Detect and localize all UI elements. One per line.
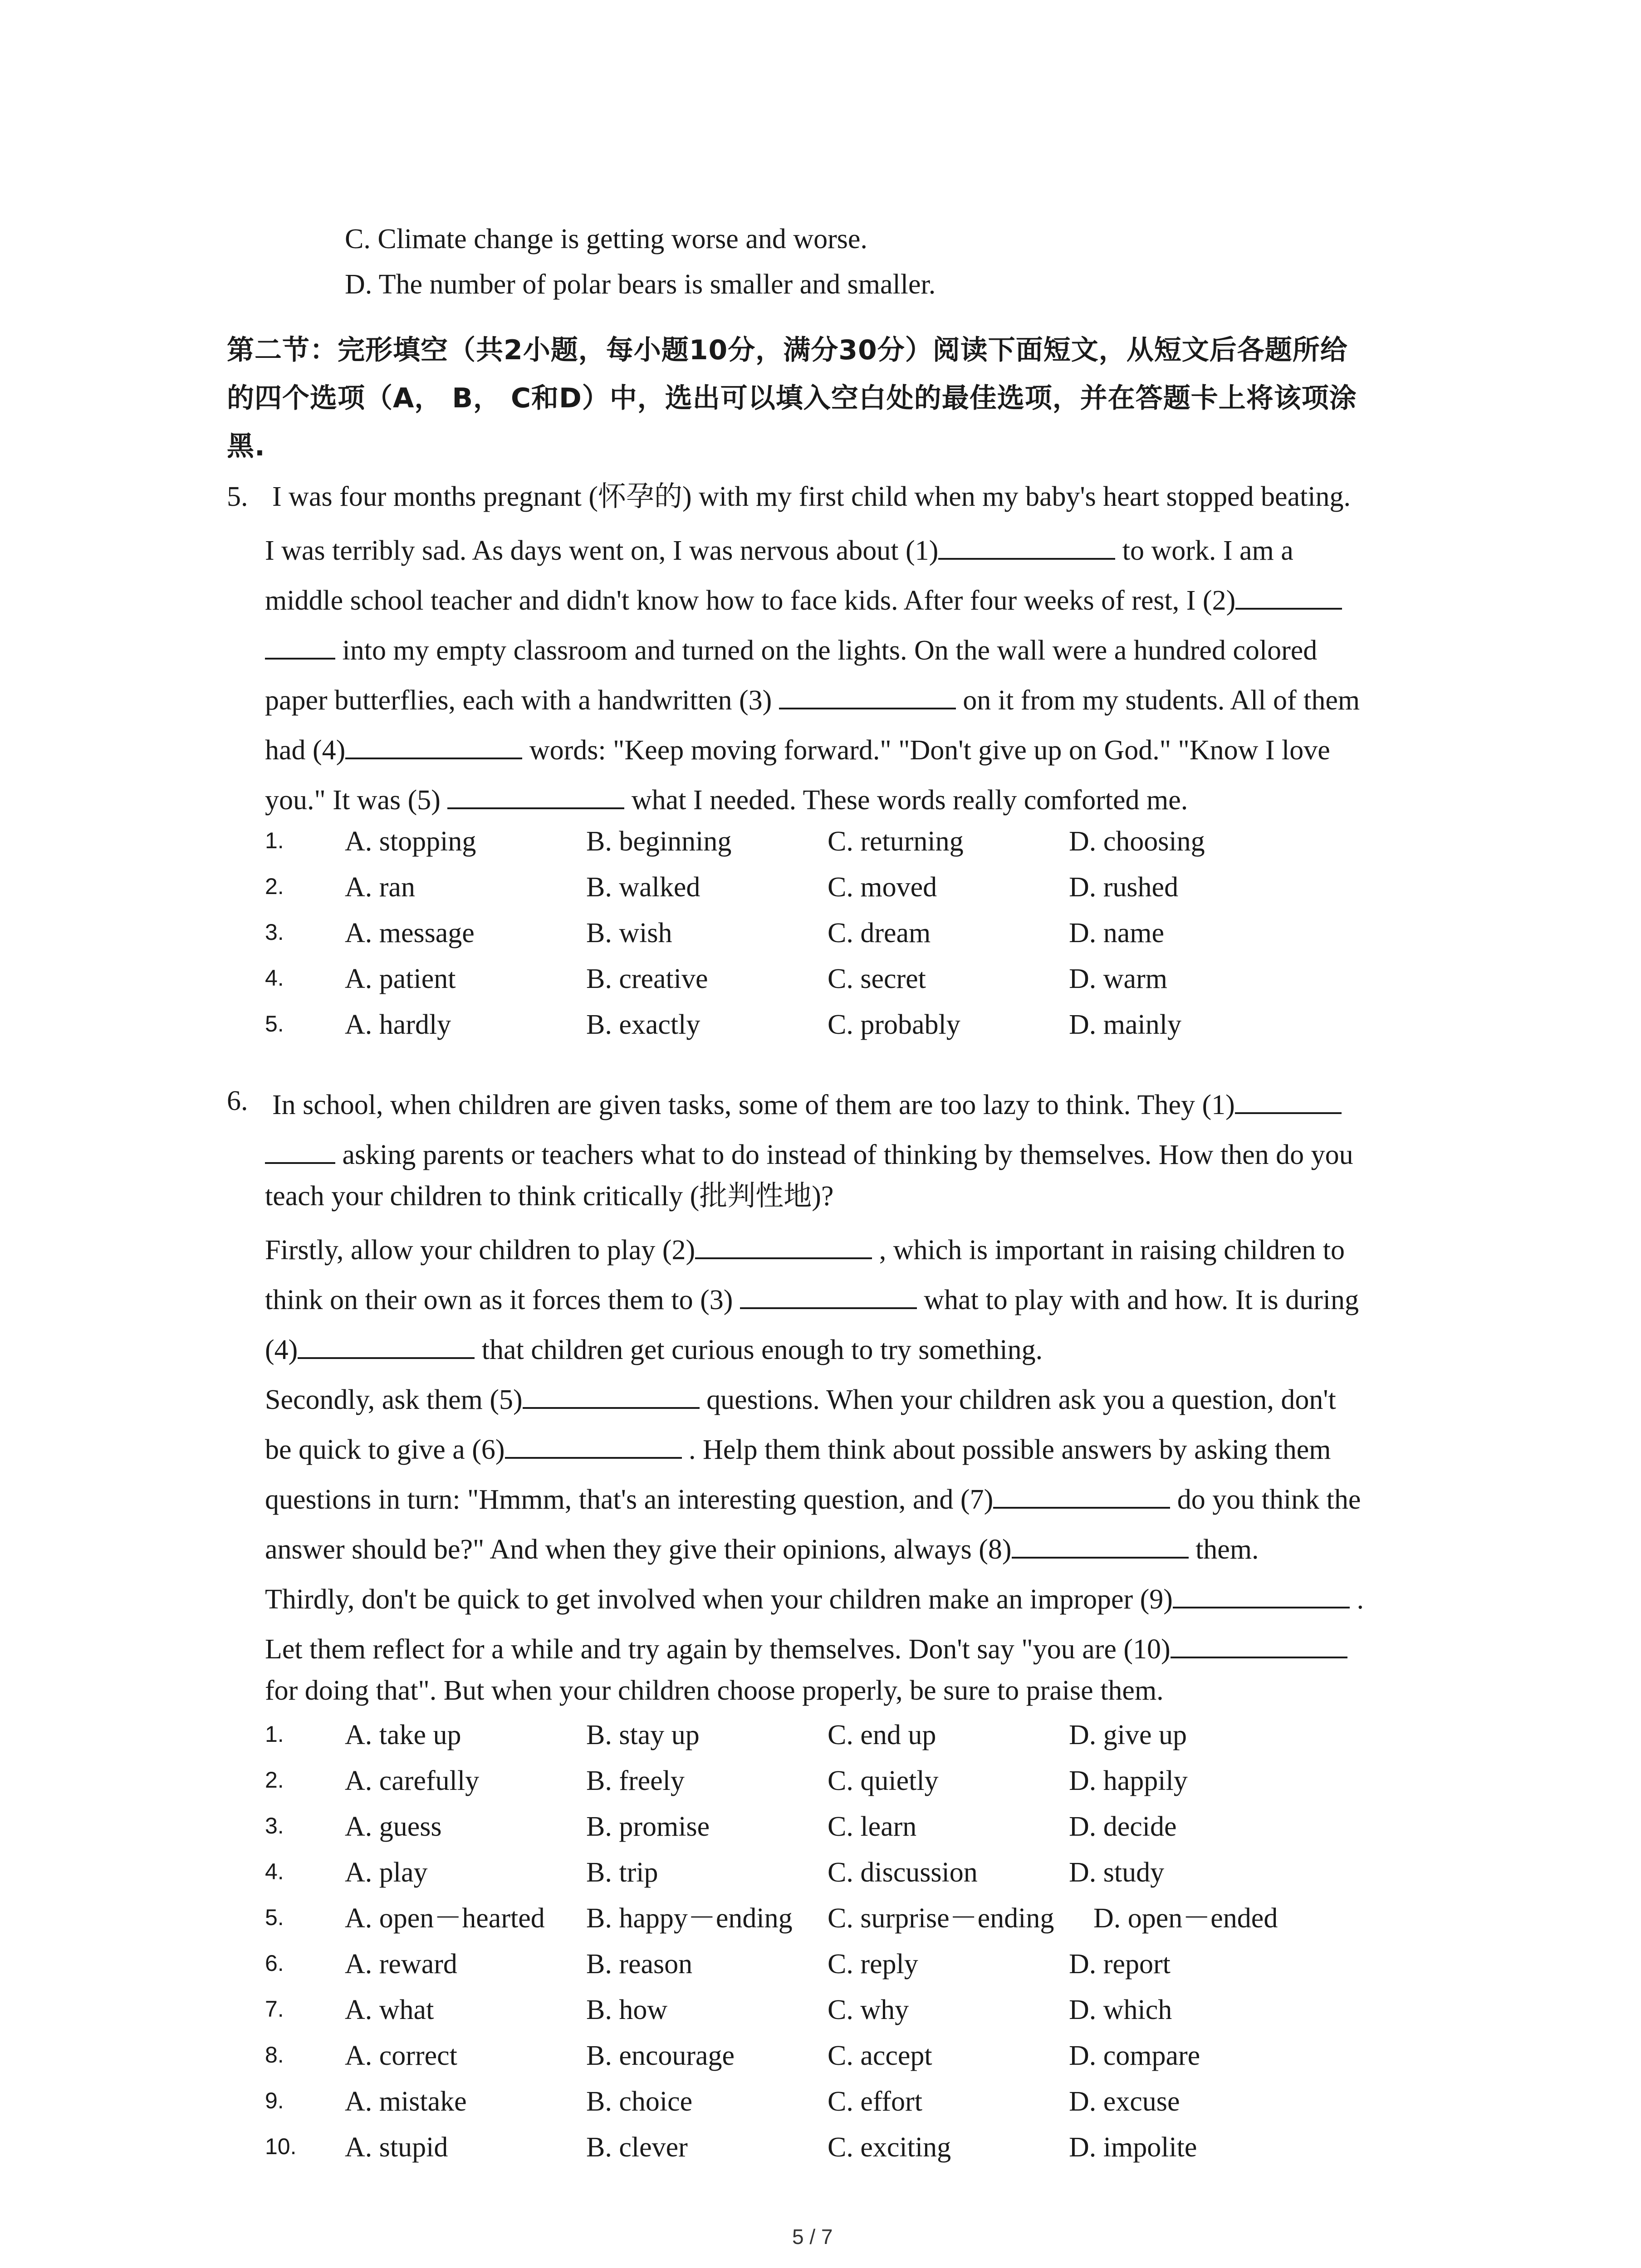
q6-option-d[interactable]: D. compare — [1069, 2040, 1200, 2071]
q5-option-b[interactable]: B. creative — [586, 963, 708, 994]
blank-q6-5[interactable] — [523, 1382, 700, 1409]
q6-option-d[interactable]: D. which — [1069, 1994, 1172, 2025]
q6-option-number: 2. — [265, 1767, 284, 1793]
q6-option-c[interactable]: C. accept — [828, 2040, 932, 2071]
blank-q6-8[interactable] — [1012, 1531, 1189, 1559]
q6-option-d[interactable]: D. decide — [1069, 1811, 1177, 1842]
q5-passage-line: you." It was (5) what I needed. These words really comforted me. — [265, 782, 1188, 814]
q6-option-number: 9. — [265, 2088, 284, 2113]
blank-q6-1-cont[interactable] — [265, 1137, 335, 1164]
q5-option-b[interactable]: B. wish — [586, 918, 672, 948]
blank-q6-10[interactable] — [1171, 1631, 1347, 1658]
q6-option-b[interactable]: B. freely — [586, 1765, 685, 1796]
q6-option-c[interactable]: C. quietly — [828, 1765, 939, 1796]
q5-option-d[interactable]: D. name — [1069, 918, 1165, 948]
q6-option-d[interactable]: D. open－ended — [1093, 1903, 1278, 1934]
q6-option-c[interactable]: C. learn — [828, 1811, 917, 1842]
blank-q6-4[interactable] — [298, 1332, 475, 1359]
q6-option-a[interactable]: A. play — [345, 1857, 428, 1888]
q6-passage-line: think on their own as it forces them to (3) what to play with and how. It is during — [265, 1282, 1359, 1314]
q5-passage-line: into my empty classroom and turned on the lights. On the wall were a hundred colored — [265, 632, 1317, 665]
q6-option-c[interactable]: C. reply — [828, 1949, 918, 1980]
blank-q6-9[interactable] — [1173, 1581, 1350, 1608]
q6-passage-line: for doing that". But when your children choose properly, be sure to praise them. — [265, 1675, 1164, 1706]
q6-passage-line: teach your children to think critically (批判性地)? — [265, 1181, 834, 1212]
blank-q5-4[interactable] — [345, 732, 522, 759]
q6-option-b[interactable]: B. choice — [586, 2086, 693, 2117]
q6-option-b[interactable]: B. how — [586, 1994, 668, 2025]
q5-option-b[interactable]: B. walked — [586, 872, 700, 903]
q5-option-a[interactable]: A. ran — [345, 872, 415, 903]
q5-option-d[interactable]: D. mainly — [1069, 1009, 1181, 1040]
q5-option-a[interactable]: A. stopping — [345, 826, 476, 857]
blank-q6-1[interactable] — [1235, 1087, 1342, 1114]
q5-number: 5. — [227, 481, 248, 512]
q5-passage-line: had (4) words: "Keep moving forward." "Don't give up on God." "Know I love — [265, 732, 1330, 764]
q6-option-a[interactable]: A. correct — [345, 2040, 457, 2071]
q6-option-d[interactable]: D. report — [1069, 1949, 1171, 1980]
q6-number: 6. — [227, 1085, 248, 1116]
q6-option-number: 5. — [265, 1905, 284, 1930]
q5-option-number: 3. — [265, 919, 284, 945]
q6-option-b[interactable]: B. clever — [586, 2132, 688, 2163]
q6-option-b[interactable]: B. happy－ending — [586, 1903, 793, 1934]
q5-option-c[interactable]: C. secret — [828, 963, 926, 994]
section-heading-line-1: 第二节：完形填空（共2小题，每小题10分，满分30分）阅读下面短文，从短文后各题所给 — [227, 334, 1348, 366]
q5-passage-line: I was four months pregnant (怀孕的) with my first child when my baby's heart stopped beating. — [272, 481, 1351, 512]
blank-q6-3[interactable] — [740, 1282, 917, 1309]
q6-option-a[interactable]: A. take up — [345, 1720, 461, 1750]
q6-passage-line: (4) that children get curious enough to try something. — [265, 1332, 1043, 1364]
blank-q5-1[interactable] — [938, 533, 1115, 560]
section-heading-line-2: 的四个选项（A， B， C和D）中，选出可以填入空白处的最佳选项，并在答题卡上将该项涂 — [227, 382, 1357, 414]
q6-option-b[interactable]: B. promise — [586, 1811, 710, 1842]
q5-option-a[interactable]: A. message — [345, 918, 475, 948]
q6-option-d[interactable]: D. impolite — [1069, 2132, 1197, 2163]
q6-passage-line: Firstly, allow your children to play (2) , which is important in raising children to — [265, 1232, 1345, 1264]
q6-passage-line: Let them reflect for a while and try again by themselves. Don't say "you are (10) — [265, 1631, 1347, 1663]
q6-option-number: 8. — [265, 2042, 284, 2068]
section-heading-line-3: 黑. — [227, 430, 265, 462]
q6-option-a[interactable]: A. stupid — [345, 2132, 448, 2163]
q6-option-c[interactable]: C. exciting — [828, 2132, 951, 2163]
q5-passage-line: I was terribly sad. As days went on, I was nervous about (1) to work. I am a — [265, 533, 1293, 565]
q6-option-number: 1. — [265, 1721, 284, 1747]
q5-option-number: 1. — [265, 828, 284, 853]
q5-option-number: 4. — [265, 965, 284, 991]
prev-option-d: D. The number of polar bears is smaller and smaller. — [345, 269, 936, 300]
q5-option-c[interactable]: C. probably — [828, 1009, 960, 1040]
q6-option-c[interactable]: C. surprise－ending — [828, 1903, 1054, 1934]
q6-option-a[interactable]: A. open－hearted — [345, 1903, 545, 1934]
blank-q5-5[interactable] — [447, 782, 624, 809]
blank-q6-7[interactable] — [993, 1481, 1170, 1509]
q6-option-d[interactable]: D. excuse — [1069, 2086, 1180, 2117]
q5-passage-line: paper butterflies, each with a handwritten (3) on it from my students. All of them — [265, 682, 1360, 714]
blank-q5-2[interactable] — [1235, 582, 1342, 610]
q6-passage-line: Secondly, ask them (5) questions. When your children ask you a question, don't — [265, 1382, 1336, 1414]
q5-option-d[interactable]: D. warm — [1069, 963, 1167, 994]
q5-option-number: 5. — [265, 1011, 284, 1036]
q5-option-a[interactable]: A. hardly — [345, 1009, 451, 1040]
q6-passage-line: answer should be?" And when they give their opinions, always (8) them. — [265, 1531, 1259, 1564]
q6-option-a[interactable]: A. reward — [345, 1949, 457, 1980]
q6-passage-line: Thirdly, don't be quick to get involved when your children make an improper (9) . — [265, 1581, 1364, 1613]
q5-option-d[interactable]: D. choosing — [1069, 826, 1205, 857]
q5-option-d[interactable]: D. rushed — [1069, 872, 1179, 903]
q6-option-number: 10. — [265, 2134, 297, 2159]
q6-passage-line: asking parents or teachers what to do instead of thinking by themselves. How then do you — [265, 1137, 1353, 1169]
q6-option-number: 4. — [265, 1859, 284, 1884]
blank-q6-2[interactable] — [695, 1232, 872, 1259]
q6-option-number: 3. — [265, 1813, 284, 1838]
q6-passage-line: be quick to give a (6) . Help them think about possible answers by asking them — [265, 1432, 1331, 1464]
q6-option-number: 7. — [265, 1996, 284, 2022]
blank-q6-6[interactable] — [505, 1432, 682, 1459]
q6-option-a[interactable]: A. carefully — [345, 1765, 480, 1796]
q6-option-d[interactable]: D. happily — [1069, 1765, 1188, 1796]
q5-option-b[interactable]: B. exactly — [586, 1009, 700, 1040]
q6-option-a[interactable]: A. what — [345, 1994, 434, 2025]
q5-passage-line: middle school teacher and didn't know how to face kids. After four weeks of rest, I (2) — [265, 582, 1342, 615]
q6-option-a[interactable]: A. guess — [345, 1811, 442, 1842]
q6-option-b[interactable]: B. stay up — [586, 1720, 700, 1750]
q5-option-c[interactable]: C. dream — [828, 918, 931, 948]
q6-option-d[interactable]: D. give up — [1069, 1720, 1187, 1750]
q6-option-d[interactable]: D. study — [1069, 1857, 1165, 1888]
q5-option-number: 2. — [265, 874, 284, 899]
q6-option-b[interactable]: B. trip — [586, 1857, 658, 1888]
q6-option-c[interactable]: C. discussion — [828, 1857, 978, 1888]
q6-passage-line: In school, when children are given tasks, some of them are too lazy to think. They (1) — [272, 1087, 1342, 1119]
q5-option-c[interactable]: C. returning — [828, 826, 964, 857]
q6-option-number: 6. — [265, 1950, 284, 1976]
blank-q5-2-cont[interactable] — [265, 632, 335, 660]
blank-q5-3[interactable] — [779, 682, 956, 709]
prev-option-c: C. Climate change is getting worse and worse. — [345, 224, 867, 254]
q6-passage-line: questions in turn: "Hmmm, that's an interesting question, and (7) do you think the — [265, 1481, 1361, 1514]
q6-option-a[interactable]: A. mistake — [345, 2086, 467, 2117]
q6-option-b[interactable]: B. encourage — [586, 2040, 735, 2071]
q5-option-a[interactable]: A. patient — [345, 963, 456, 994]
q5-option-b[interactable]: B. beginning — [586, 826, 732, 857]
q6-option-c[interactable]: C. why — [828, 1994, 909, 2025]
q6-option-c[interactable]: C. effort — [828, 2086, 922, 2117]
page-number: 5 / 7 — [792, 2225, 833, 2248]
q5-option-c[interactable]: C. moved — [828, 872, 937, 903]
q6-option-c[interactable]: C. end up — [828, 1720, 936, 1750]
q6-option-b[interactable]: B. reason — [586, 1949, 693, 1980]
